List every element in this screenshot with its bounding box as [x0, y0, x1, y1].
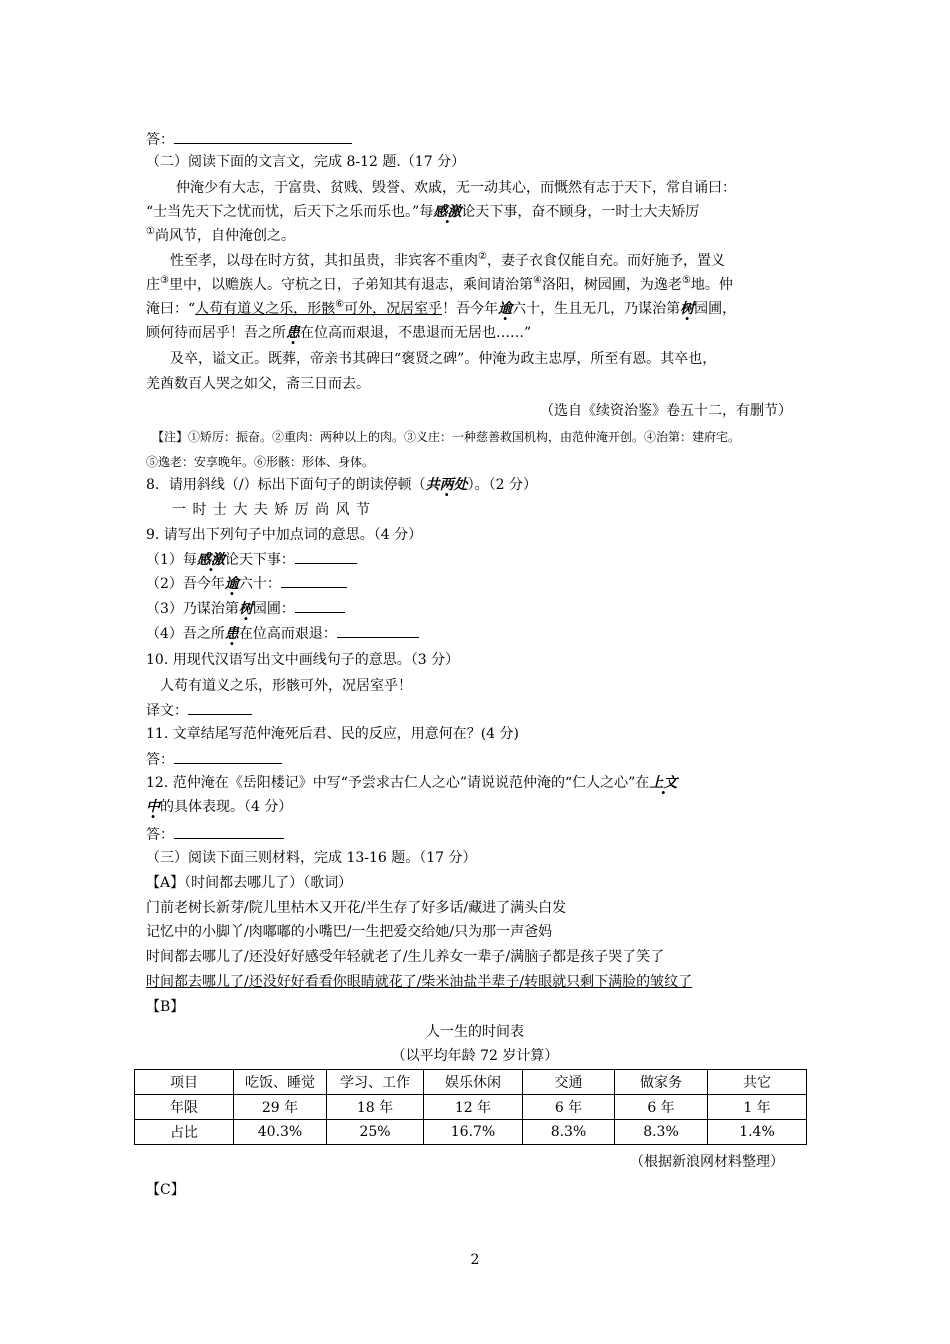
table-cell: 29 年 — [234, 1095, 327, 1120]
q11-blank[interactable] — [174, 749, 282, 764]
q11-stem: 11. 文章结尾写范仲淹死后君、民的反应，用意何在？(4 分) — [146, 726, 519, 742]
note-line-1: 【注】①矫厉：振奋。②重肉：两种以上的肉。③义庄：一种慈善救国机构，由范仲淹开创。④治第：建府宅。 — [152, 430, 741, 444]
passage-p3a: 及卒，谥文正。既葬，帝亲书其碑曰“褒贤之碑”。仲淹为政主忠厚，所至有恩。其卒也， — [170, 351, 717, 367]
q8-sentence: 一 时 士 大 夫 矫 厉 尚 风 节 — [172, 502, 372, 518]
lyrics-line-2: 记忆中的小脚丫/肉嘟嘟的小嘴巴/一生把爱交给她/只为那一声爸妈 — [146, 924, 553, 940]
material-a-label: 【A】（时间都去哪儿了）（歌词） — [146, 875, 353, 891]
time-table — [134, 1069, 807, 1145]
section3-title: （三）阅读下面三则材料，完成 13-16 题。（17 分） — [146, 850, 477, 866]
underlined-sentence: 人苟有道义之乐，形骸⑥可外，况居室乎 — [195, 299, 443, 317]
table-row — [135, 1095, 807, 1120]
table-header-cell: 娱乐休闲 — [424, 1070, 523, 1095]
q9-item-4: （4）吾之所患在位高而艰退： — [146, 623, 419, 644]
table-header-row — [135, 1070, 807, 1095]
q9-blank-1[interactable] — [295, 549, 357, 564]
lyrics-line-4: 时间都去哪儿了/还没好好看看你眼睛就花了/柴米油盐半辈子/转眼就只剩下满脸的皱纹了 — [146, 974, 693, 990]
answer-blank[interactable] — [174, 129, 352, 144]
table-cell: 8.3% — [615, 1120, 708, 1145]
material-c-label: 【C】 — [146, 1182, 185, 1198]
passage-p2b: 庄③里中，以赡族人。守杭之日，子弟知其有退志，乘间请治第④洛阳，树园圃，为逸老⑤地。仲 — [146, 275, 733, 293]
q10-stem: 10. 用现代汉语写出文中画线句子的意思。（3 分） — [146, 652, 460, 668]
q12-stem: 12. 范仲淹在《岳阳楼记》中写“予尝求古仁人之心”请说说范仲淹的“仁人之心”在上文 — [146, 775, 678, 791]
q9-blank-3[interactable] — [295, 598, 345, 613]
q12-stem-cont: 中的具体表现。（4 分） — [146, 799, 293, 815]
table-cell: 8.3% — [523, 1120, 615, 1145]
q9-item-2: （2）吾今年逾六十： — [146, 573, 347, 594]
table-cell: 12 年 — [424, 1095, 523, 1120]
passage-p1c: ①尚风节，自仲淹创之。 — [146, 226, 295, 244]
table-source: （根据新浪网材料整理） — [630, 1154, 784, 1170]
passage-source: （选自《续资治鉴》卷五十二，有删节） — [540, 403, 792, 419]
table-cell: 占比 — [135, 1120, 234, 1145]
table-cell: 1.4% — [708, 1120, 807, 1145]
table-cell: 40.3% — [234, 1120, 327, 1145]
table-header-cell: 吃饭、睡觉 — [234, 1070, 327, 1095]
table-title: 人一生的时间表 — [426, 1024, 524, 1040]
table-cell: 25% — [327, 1120, 424, 1145]
table-header-cell: 学习、工作 — [327, 1070, 424, 1095]
q12-answer: 答： — [146, 824, 284, 845]
table-row — [135, 1120, 807, 1145]
lyrics-line-3: 时间都去哪儿了/还没好好感受年轻就老了/生儿养女一辈子/满脑子都是孩子哭了笑了 — [146, 949, 665, 965]
table-subtitle: （以平均年龄 72 岁计算） — [391, 1048, 559, 1064]
q9-blank-2[interactable] — [281, 573, 347, 588]
table-header-cell: 共它 — [708, 1070, 807, 1095]
q10-blank[interactable] — [188, 700, 252, 715]
table-cell: 6 年 — [523, 1095, 615, 1120]
passage-p3b: 羌酋数百人哭之如父，斋三日而去。 — [146, 376, 370, 392]
table-cell: 1 年 — [708, 1095, 807, 1120]
q9-item-3: （3）乃谋治第树园圃： — [146, 598, 345, 619]
table-header-cell: 项目 — [135, 1070, 234, 1095]
q11-answer: 答： — [146, 749, 282, 770]
passage-p1a: 仲淹少有大志，于富贵、贫贱、毁誉、欢戚，无一动其心，而慨然有志于天下，常自诵曰： — [176, 180, 736, 196]
q9-stem: 9. 请写出下列句子中加点词的意思。（4 分） — [146, 527, 423, 543]
page-number: 2 — [470, 1252, 480, 1268]
dotted-word: 感激 — [433, 204, 462, 220]
table-header-cell: 交通 — [523, 1070, 615, 1095]
section2-title: （二）阅读下面的文言文，完成 8-12 题.（17 分） — [146, 154, 466, 170]
q10-sentence: 人苟有道义之乐，形骸可外，况居室乎！ — [160, 678, 412, 694]
table-cell: 16.7% — [424, 1120, 523, 1145]
passage-p1b: “士当先天下之忧而忧，后天下之乐而乐也。”每感激论天下事，奋不顾身，一时士大夫矫厉 — [146, 204, 700, 220]
q9-blank-4[interactable] — [337, 623, 419, 638]
q9-item-1: （1）每感激论天下事： — [146, 549, 357, 570]
passage-p2d: 顾何待而居乎！吾之所患在位高而艰退，不患退而无居也……” — [146, 325, 532, 341]
table-cell: 18 年 — [327, 1095, 424, 1120]
answer-label: 答： — [146, 132, 174, 148]
table-header-cell: 做家务 — [615, 1070, 708, 1095]
passage-p2c: 淹曰：“人苟有道义之乐，形骸⑥可外，况居室乎！吾今年逾六十，生且无几，乃谋治第树园圃， — [146, 299, 737, 317]
q10-answer: 译文： — [146, 700, 252, 721]
passage-p2a: 性至孝，以母在时方贫，其扣虽贵，非宾客不重肉②，妻子衣食仅能自充。而好施予，置义 — [170, 251, 725, 269]
table-cell: 年限 — [135, 1095, 234, 1120]
material-b-label: 【B】 — [146, 999, 185, 1015]
lyrics-line-1: 门前老树长新芽/院儿里枯木又开花/半生存了好多话/藏进了满头白发 — [146, 900, 567, 916]
answer-line-top — [146, 129, 352, 150]
table-cell: 6 年 — [615, 1095, 708, 1120]
q12-blank[interactable] — [174, 824, 284, 839]
q8-stem: 8．请用斜线（/）标出下面句子的朗读停顿（共两处）。（2 分） — [146, 477, 537, 493]
note-line-2: ⑤逸老：安享晚年。⑥形骸：形体、身体。 — [146, 455, 375, 469]
